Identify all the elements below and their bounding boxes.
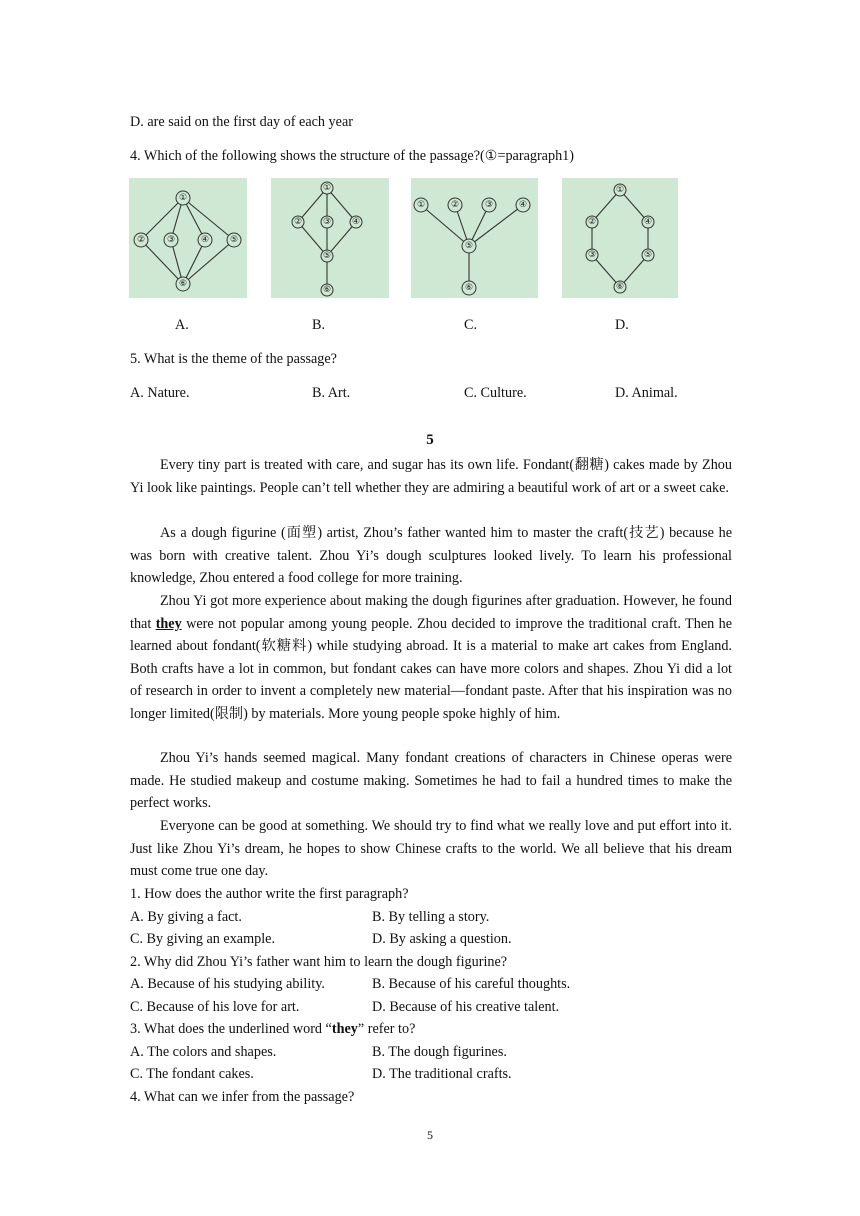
question-theme: 5. What is the theme of the passage? (130, 351, 337, 367)
passage-paragraph-5: Everyone can be good at something. We should try to find what we really love and put effort into it. Just like Zhou Yi’s dream, he hopes to show Chinese crafts to the world. We all believe that his dream must come true one day. (130, 818, 732, 879)
passage-paragraph-3 (130, 590, 732, 725)
svg-text:⑤: ⑤ (464, 241, 474, 251)
underlined-word-they: they (155, 615, 182, 632)
svg-text:⑥: ⑥ (464, 283, 474, 293)
svg-text:①: ① (178, 193, 188, 203)
q1-option-c: C. By giving an example. (130, 931, 276, 947)
svg-text:①: ① (416, 200, 426, 210)
svg-text:③: ③ (484, 200, 494, 210)
paragraph-3-text-before: Zhou Yi got more experience about making the dough figurines after graduation. However, he found that (130, 593, 732, 632)
theme-option-d: D. Animal. (615, 385, 678, 401)
svg-text:⑥: ⑥ (615, 282, 625, 292)
q3-option-d: D. The traditional crafts. (372, 1066, 512, 1082)
structure-diagram-a (129, 178, 247, 298)
diagram-label-b: B. (312, 317, 326, 333)
svg-text:③: ③ (587, 250, 597, 260)
svg-text:②: ② (136, 235, 146, 245)
svg-text:③: ③ (322, 217, 332, 227)
q2-option-d: D. Because of his creative talent. (372, 999, 560, 1015)
structure-diagram-b (271, 178, 389, 298)
q3-option-c: C. The fondant cakes. (130, 1066, 254, 1082)
q1-option-d: D. By asking a question. (372, 931, 512, 947)
svg-text:④: ④ (351, 217, 361, 227)
q1-option-a: A. By giving a fact. (130, 909, 242, 925)
svg-text:⑤: ⑤ (322, 251, 332, 261)
structure-diagram-c (411, 178, 538, 298)
prev-option-d: D. are said on the first day of each year (130, 114, 353, 130)
svg-text:④: ④ (643, 217, 653, 227)
diagram-label-a: A. (175, 317, 189, 333)
theme-option-a: A. Nature. (130, 385, 190, 401)
question-4: 4. What can we infer from the passage? (130, 1089, 355, 1105)
q3-word-they: they (331, 1021, 358, 1037)
passage-number: 5 (426, 432, 434, 448)
question-3 (130, 1020, 415, 1038)
q2-option-b: B. Because of his careful thoughts. (372, 976, 571, 992)
diagram-label-d: D. (615, 317, 629, 333)
svg-text:⑤: ⑤ (229, 235, 239, 245)
q1-option-b: B. By telling a story. (372, 909, 490, 925)
question-structure: 4. Which of the following shows the structure of the passage?(①=paragraph1) (130, 148, 574, 164)
q3-option-a: A. The colors and shapes. (130, 1044, 277, 1060)
svg-text:⑥: ⑥ (178, 279, 188, 289)
svg-text:③: ③ (166, 235, 176, 245)
svg-text:⑥: ⑥ (322, 285, 332, 295)
q2-option-a: A. Because of his studying ability. (130, 976, 325, 992)
paragraph-3-text-after: were not popular among young people. Zhou decided to improve the traditional craft. Then he learned about fondant(软糖料) while studying abroad. It is a material to make art cakes from England. Both crafts have a lot in common, but fondant cakes can have more colors and shapes. Zhou Yi did a lot of research in order to invent a completely new material—fondant paste. After that his inspiration was no longer limited(限制) by materials. More young people spoke highly of him. (130, 615, 732, 722)
svg-text:②: ② (450, 200, 460, 210)
svg-text:②: ② (293, 217, 303, 227)
q3-option-b: B. The dough figurines. (372, 1044, 507, 1060)
question-2: 2. Why did Zhou Yi’s father want him to learn the dough figurine? (130, 954, 508, 970)
q2-option-c: C. Because of his love for art. (130, 999, 300, 1015)
svg-text:①: ① (322, 183, 332, 193)
passage-paragraph-1: Every tiny part is treated with care, and sugar has its own life. Fondant(翻糖) cakes made by Zhou Yi look like paintings. People can’t tell whether they are admiring a beautiful work of art or a sweet cake. (130, 457, 732, 496)
q3-text-after: ” refer to? (357, 1021, 416, 1037)
svg-text:④: ④ (200, 235, 210, 245)
diagram-label-c: C. (464, 317, 478, 333)
theme-option-c: C. Culture. (464, 385, 527, 401)
theme-option-b: B. Art. (312, 385, 351, 401)
passage-paragraph-2: As a dough figurine (面塑) artist, Zhou’s father wanted him to master the craft(技艺) because he was born with creative talent. Zhou Yi’s dough sculptures looked lively. To learn his professional knowledge, Zhou entered a food college for more training. (130, 525, 732, 586)
question-1: 1. How does the author write the first paragraph? (130, 886, 409, 902)
q3-text-before: 3. What does the underlined word “ (130, 1021, 332, 1037)
svg-text:①: ① (615, 185, 625, 195)
structure-diagram-d (562, 178, 678, 298)
page-number: 5 (427, 1128, 433, 1142)
svg-text:②: ② (587, 217, 597, 227)
passage-paragraph-4: Zhou Yi’s hands seemed magical. Many fondant creations of characters in Chinese operas were made. He studied makeup and costume making. Sometimes he had to fail a hundred times to make the perfect works. (130, 750, 732, 811)
svg-text:⑤: ⑤ (643, 250, 653, 260)
svg-text:④: ④ (518, 200, 528, 210)
